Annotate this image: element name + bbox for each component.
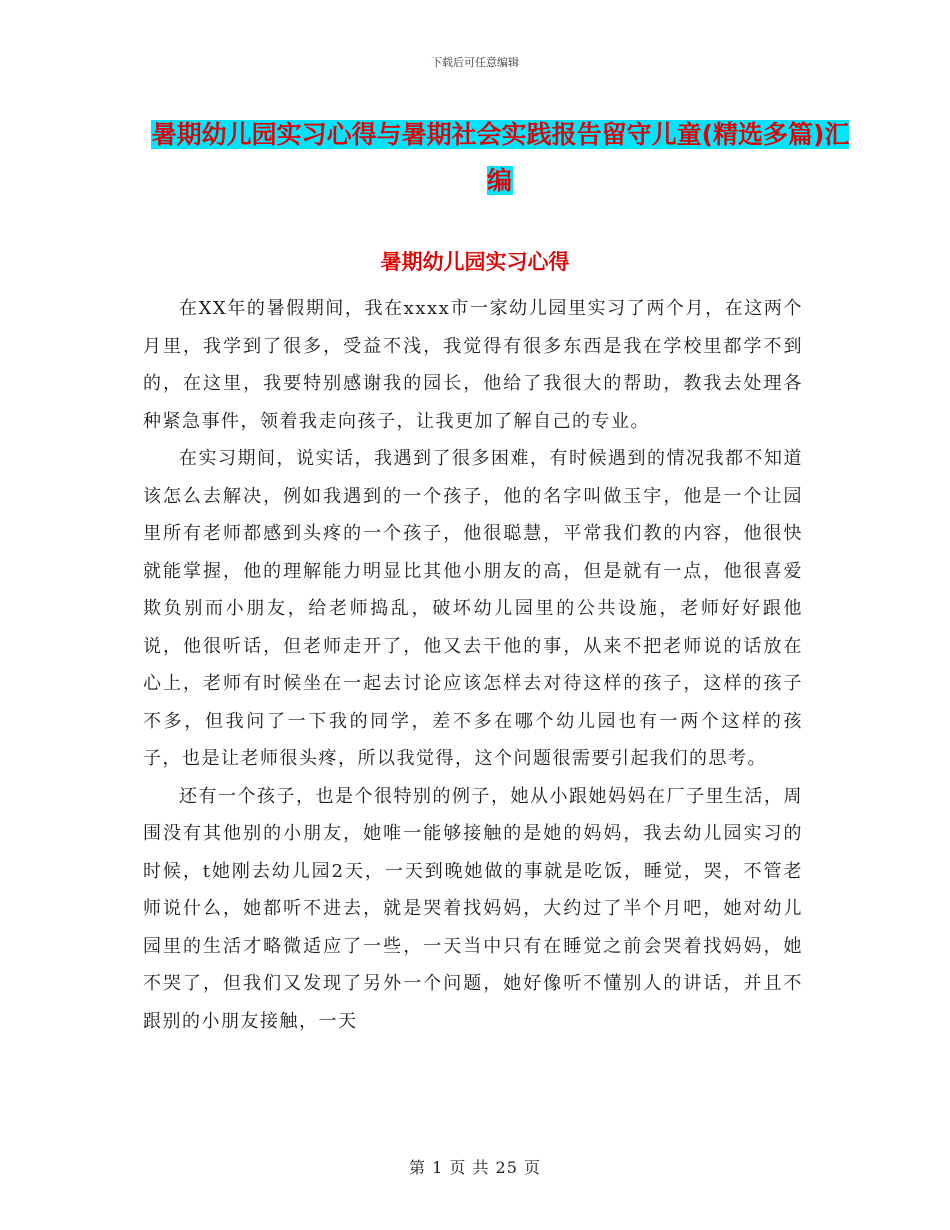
paragraph-1: 在XX年的暑假期间，我在xxxx市一家幼儿园里实习了两个月，在这两个月里，我学到了很多，受益不浅，我觉得有很多东西是我在学校里都学不到的，在这里，我要特别感谢我的园长，他给了我很大的帮助，教我去处理各种紧急事件，领着我走向孩子，让我更加了解自己的专业。 [143, 298, 803, 432]
paragraph-2: 在实习期间，说实话，我遇到了很多困难，有时候遇到的情况我都不知道该怎么去解决，例如我遇到的一个孩子，他的名字叫做玉宇，他是一个让园里所有老师都感到头疼的一个孩子，他很聪慧，平常我们教的内容，他很快就能掌握，他的理解能力明显比其他小朋友的高，但是就有一点，他很喜爱欺负别而小朋友，给老师捣乱，破坏幼儿园里的公共设施，老师好好跟他说，他很听话，但老师走开了，他又去干他的事，从来不把老师说的话放在心上，老师有时候坐在一起去讨论应该怎样去对待这样的孩子，这样的孩子不多，但我问了一下我的同学，差不多在哪个幼儿园也有一两个这样的孩子，也是让老师很头疼，所以我觉得，这个问题很需要引起我们的思考。 [143, 448, 803, 769]
section-title: 暑期幼儿园实习心得 [380, 250, 570, 274]
document-title [140, 112, 860, 204]
page-header-note: 下载后可任意编辑 [431, 56, 519, 69]
document-title-text: 暑期幼儿园实习心得与暑期社会实践报告留守儿童(精选多篇)汇编 [151, 120, 850, 195]
page-footer: 第 1 页 共 25 页 [409, 1158, 541, 1177]
paragraph-3: 还有一个孩子，也是个很特别的例子，她从小跟她妈妈在厂子里生活，周围没有其他别的小朋友，她唯一能够接触的是她的妈妈，我去幼儿园实习的时候，t她刚去幼儿园2天，一天到晚她做的事就是吃饭，睡觉，哭，不管老师说什么，她都听不进去，就是哭着找妈妈，大约过了半个月吧，她对幼儿园里的生活才略微适应了一些，一天当中只有在睡觉之前会哭着找妈妈，她不哭了，但我们又发现了另外一个问题，她好像听不懂别人的讲话，并且不跟别的小朋友接触，一天 [143, 785, 803, 1032]
body-text [143, 290, 803, 1040]
